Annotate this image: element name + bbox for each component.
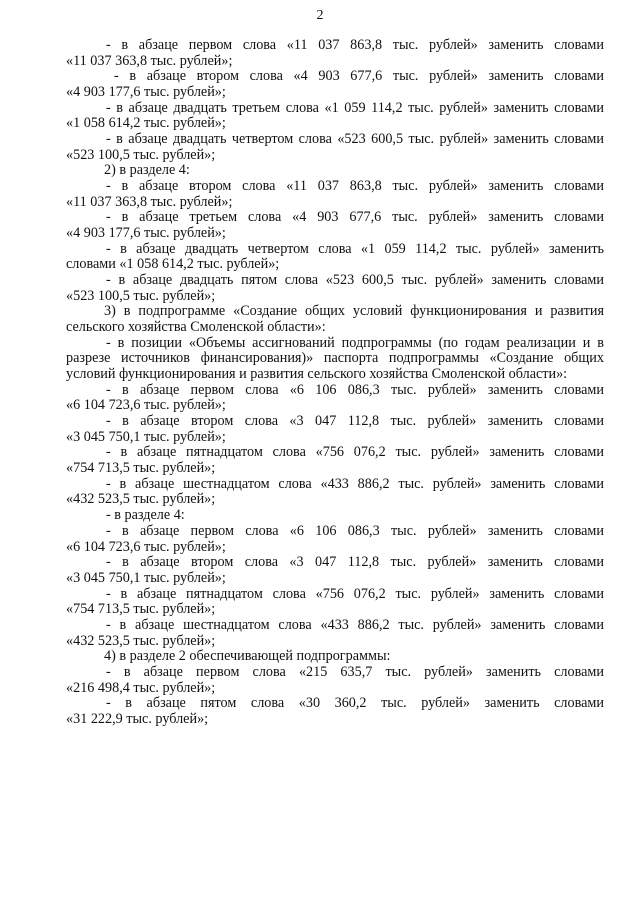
text-line: «216 498,4 тыс. рублей»;	[66, 679, 216, 696]
text-line: - в абзаце втором слова «11 037 863,8 тыс. рублей» заменить словами	[106, 178, 604, 195]
text-line: «432 523,5 тыс. рублей»;	[66, 491, 216, 508]
text-line: «31 222,9 тыс. рублей»;	[66, 710, 209, 727]
text-line: - в абзаце первом слова «215 635,7 тыс. рублей» заменить словами	[106, 663, 604, 680]
document-body	[66, 38, 604, 728]
text-line: - в абзаце третьем слова «4 903 677,6 тыс. рублей» заменить словами	[106, 209, 604, 226]
text-line: - в абзаце шестнадцатом слова «433 886,2 тыс. рублей» заменить словами	[106, 475, 604, 492]
text-line: «754 713,5 тыс. рублей»;	[66, 601, 216, 618]
text-line: «3 045 750,1 тыс. рублей»;	[66, 569, 226, 586]
page-number: 2	[316, 8, 324, 23]
text-line: - в абзаце пятнадцатом слова «756 076,2 тыс. рублей» заменить словами	[106, 585, 604, 602]
text-line: - в позиции «Объемы ассигнований подпрограммы (по годам реализации и в	[106, 334, 604, 351]
text-line: - в абзаце втором слова «3 047 112,8 тыс. рублей» заменить словами	[106, 413, 604, 430]
text-line: - в абзаце первом слова «6 106 086,3 тыс. рублей» заменить словами	[106, 522, 604, 539]
text-line: «6 104 723,6 тыс. рублей»;	[66, 397, 226, 414]
text-line: «4 903 177,6 тыс. рублей»;	[66, 84, 226, 101]
text-line: - в абзаце втором слова «3 047 112,8 тыс. рублей» заменить словами	[106, 554, 604, 571]
text-line: - в абзаце двадцать четвертом слова «1 059 114,2 тыс. рублей» заменить	[106, 240, 604, 257]
text-line: - в абзаце шестнадцатом слова «433 886,2 тыс. рублей» заменить словами	[106, 616, 604, 633]
text-line: «6 104 723,6 тыс. рублей»;	[66, 538, 226, 555]
text-line: - в абзаце втором слова «4 903 677,6 тыс. рублей» заменить словами	[114, 68, 604, 85]
text-line: «4 903 177,6 тыс. рублей»;	[66, 225, 226, 242]
text-line: - в разделе 4:	[106, 507, 185, 524]
text-line: «432 523,5 тыс. рублей»;	[66, 632, 216, 649]
text-line: - в абзаце первом слова «6 106 086,3 тыс. рублей» заменить словами	[106, 381, 604, 398]
text-line: - в абзаце двадцать пятом слова «523 600,5 тыс. рублей» заменить словами	[106, 272, 604, 289]
text-line: «1 058 614,2 тыс. рублей»;	[66, 115, 226, 132]
text-line: «754 713,5 тыс. рублей»;	[66, 460, 216, 477]
text-line: «523 100,5 тыс. рублей»;	[66, 287, 216, 304]
text-line: - в абзаце двадцать третьем слова «1 059 114,2 тыс. рублей» заменить словами	[106, 99, 604, 116]
text-line: сельского хозяйства Смоленской области»:	[66, 319, 326, 336]
text-line: - в абзаце пятом слова «30 360,2 тыс. рублей» заменить словами	[106, 695, 604, 712]
text-line: - в абзаце первом слова «11 037 863,8 тыс. рублей» заменить словами	[106, 37, 604, 53]
text-line: «523 100,5 тыс. рублей»;	[66, 146, 216, 163]
text-line: 3) в подпрограмме «Создание общих условий функционирования и развития	[104, 303, 604, 320]
text-line: разрезе источников финансирования)» паспорта подпрограммы «Создание общих	[66, 350, 604, 367]
text-line: «11 037 363,8 тыс. рублей»;	[66, 193, 233, 210]
text-line: условий функционирования и развития сельского хозяйства Смоленской области»:	[66, 366, 568, 383]
text-line: словами «1 058 614,2 тыс. рублей»;	[66, 256, 280, 273]
text-line: 4) в разделе 2 обеспечивающей подпрограммы:	[104, 648, 391, 665]
text-line: 2) в разделе 4:	[104, 162, 190, 179]
text-line: - в абзаце двадцать четвертом слова «523 600,5 тыс. рублей» заменить словами	[106, 131, 604, 148]
text-line: «11 037 363,8 тыс. рублей»;	[66, 52, 233, 69]
text-line: «3 045 750,1 тыс. рублей»;	[66, 428, 226, 445]
text-line: - в абзаце пятнадцатом слова «756 076,2 тыс. рублей» заменить словами	[106, 444, 604, 461]
